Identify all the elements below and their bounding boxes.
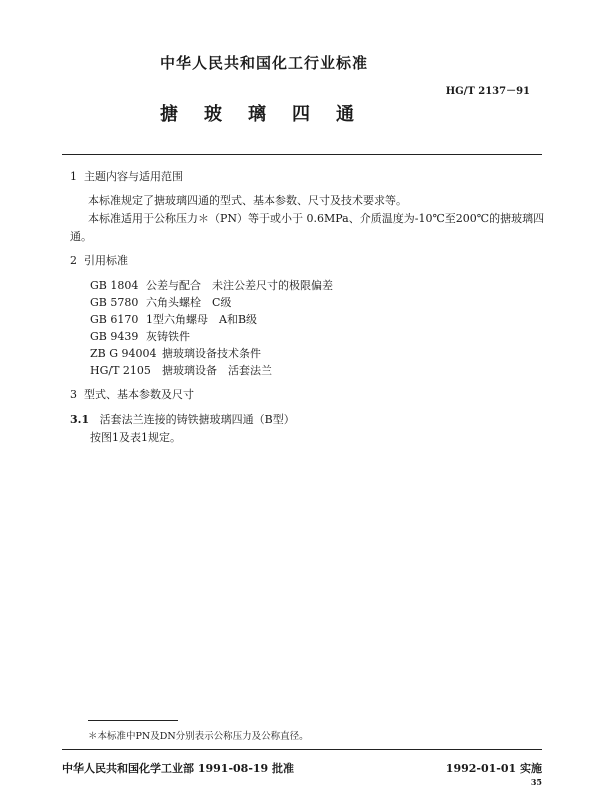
- section-title: 引用标准: [84, 254, 128, 267]
- section-1-paragraph: 通。: [70, 230, 92, 243]
- reference-code: GB 5780: [90, 296, 139, 309]
- section-1-paragraph: 本标准规定了搪玻璃四通的型式、基本参数、尺寸及技术要求等。: [88, 194, 407, 207]
- reference-item: [90, 345, 261, 361]
- subsection-title: 活套法兰连接的铸铁搪玻璃四通（B型）: [99, 413, 295, 426]
- section-title: 主题内容与适用范围: [84, 170, 183, 183]
- section-3-heading: [70, 386, 194, 402]
- subsection-3-1-text: 按图1及表1规定。: [90, 431, 181, 444]
- reference-code: GB 1804: [90, 279, 139, 292]
- reference-code: HG/T 2105: [90, 364, 151, 377]
- implementation-date: 1992-01-01 实施: [445, 762, 542, 775]
- reference-title: 1型六角螺母 A和B级: [146, 313, 258, 326]
- reference-code: ZB G 94004: [90, 347, 157, 360]
- section-number: 3: [70, 388, 77, 401]
- section-number: 2: [70, 254, 77, 267]
- subsection-number: 3.1: [70, 413, 90, 426]
- reference-title: 灰铸铁件: [146, 330, 190, 343]
- reference-code: GB 9439: [90, 330, 139, 343]
- header-rule: [62, 154, 542, 155]
- reference-item: [90, 362, 272, 378]
- section-number: 1: [70, 170, 77, 183]
- reference-title: 搪玻璃设备技术条件: [162, 347, 261, 360]
- page-number: 35: [530, 777, 542, 787]
- footnote: ＊本标准中PN及DN分别表示公称压力及公称直径。: [88, 731, 309, 742]
- standard-code: HG/T 2137－91: [445, 86, 530, 97]
- reference-item: [90, 277, 333, 293]
- standard-title: 中华人民共和国化工行业标准: [160, 54, 369, 72]
- subsection-3-1-heading: [70, 411, 295, 427]
- footer-rule: [62, 749, 542, 750]
- document-title: 搪玻璃四通: [160, 104, 380, 125]
- reference-item: [90, 328, 190, 344]
- reference-title: 搪玻璃设备 活套法兰: [162, 364, 272, 377]
- reference-code: GB 6170: [90, 313, 139, 326]
- footnote-rule: [88, 720, 178, 721]
- section-1-heading: [70, 168, 183, 184]
- reference-item: [90, 311, 257, 327]
- reference-item: [90, 294, 231, 310]
- reference-title: 公差与配合 未注公差尺寸的极限偏差: [146, 279, 333, 292]
- section-1-paragraph: 本标准适用于公称压力＊（PN）等于或小于 0.6MPa、介质温度为-10℃至200℃的搪玻璃四: [88, 212, 545, 225]
- reference-title: 六角头螺栓 C级: [146, 296, 232, 309]
- approval-line: 中华人民共和国化学工业部 1991-08-19 批准: [62, 762, 295, 775]
- section-2-heading: [70, 252, 128, 268]
- section-title: 型式、基本参数及尺寸: [84, 388, 194, 401]
